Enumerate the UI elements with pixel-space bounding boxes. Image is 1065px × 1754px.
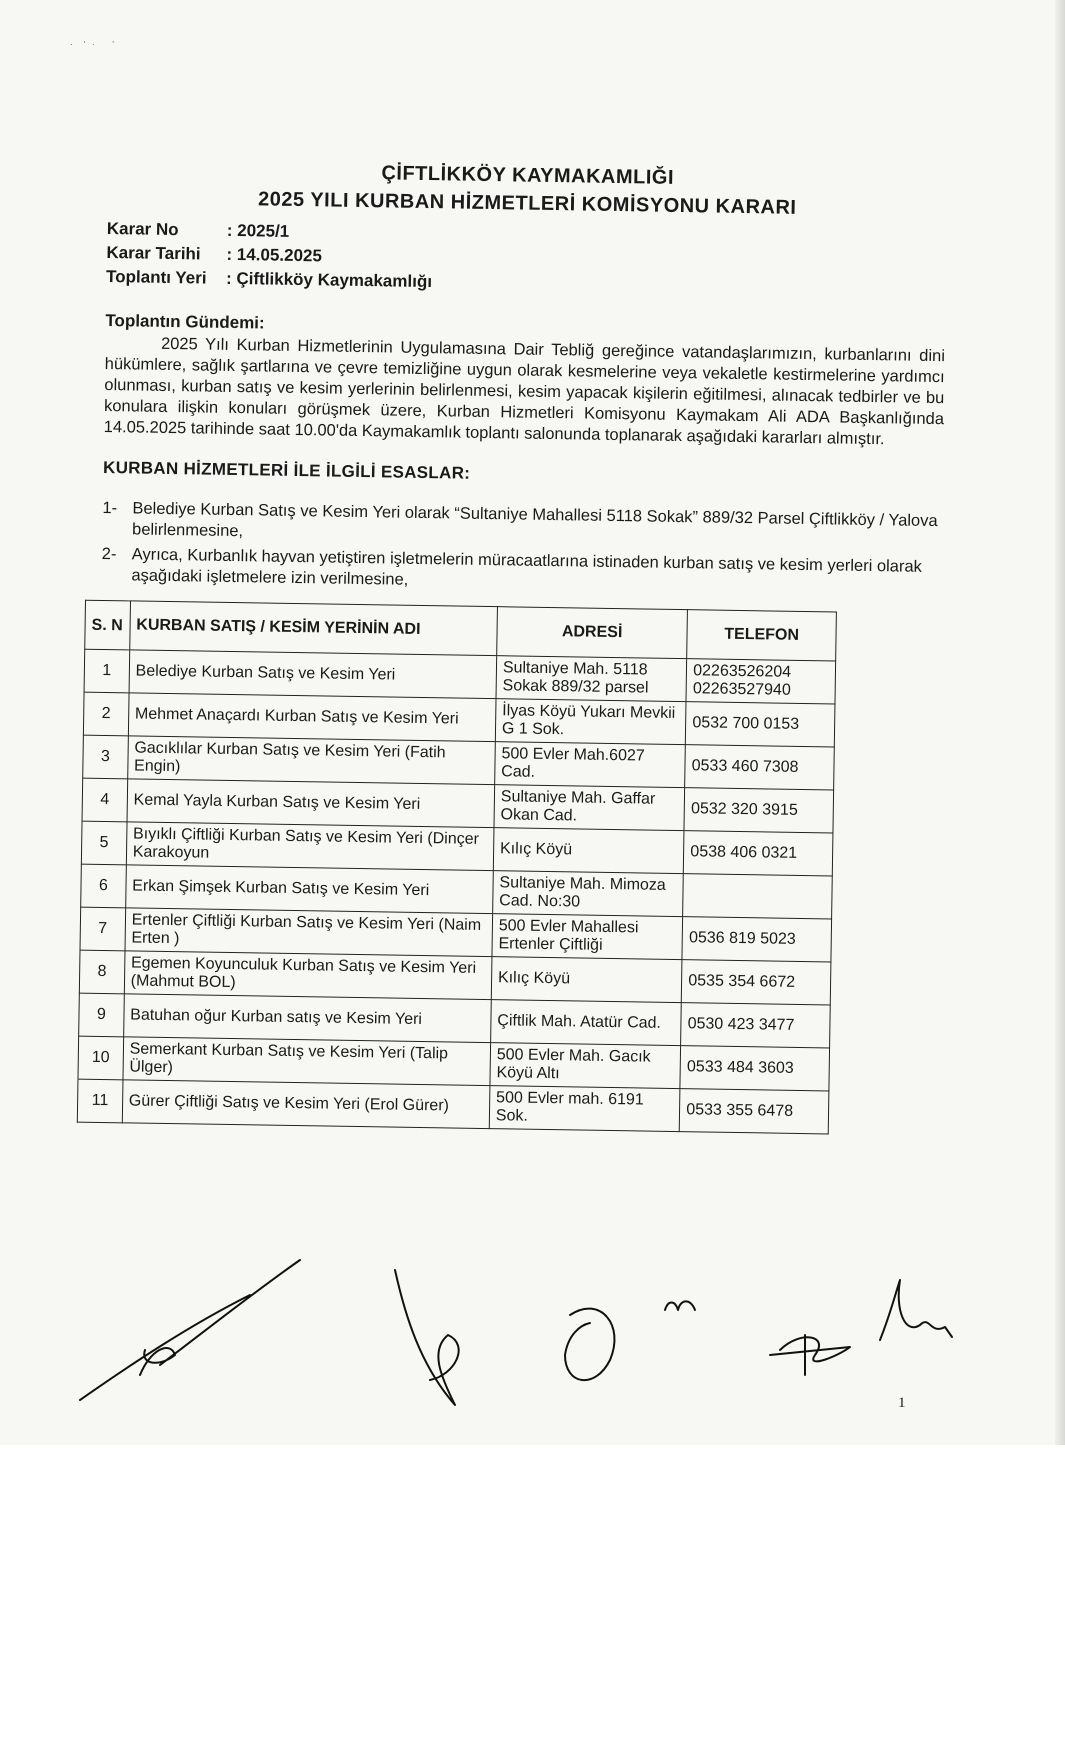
cell-address: 500 Evler Mah.6027 Cad.	[495, 742, 686, 788]
cell-phone: 0533 355 6478	[679, 1089, 828, 1134]
document-title-line1: ÇİFTLİKKÖY KAYMAKAMLIĞI	[381, 162, 675, 189]
cell-phone: 0532 320 3915	[684, 788, 833, 833]
rule-number: 1-	[102, 498, 118, 518]
document-title-line2: 2025 YILI KURBAN HİZMETLERİ KOMİSYONU KARARI	[257, 188, 797, 219]
cell-sn: 11	[77, 1079, 122, 1123]
cell-sn: 4	[82, 778, 127, 822]
cell-name: Bıyıklı Çiftliği Kurban Satış ve Kesim Yeri (Dinçer Karakoyun	[126, 822, 494, 871]
document-body	[93, 155, 948, 1136]
decision-no-label: Karar No	[106, 218, 179, 240]
meeting-place-label: Toplantı Yeri	[105, 266, 207, 288]
sales-locations-table	[77, 600, 837, 1135]
cell-sn: 10	[78, 1036, 123, 1080]
cell-address: Sultaniye Mah. Gaffar Okan Cad.	[494, 785, 685, 831]
page-number: 1	[898, 1395, 906, 1411]
cell-address: Sultaniye Mah. Mimoza Cad. No:30	[493, 871, 684, 917]
cell-address: İlyas Köyü Yukarı Mevkii G 1 Sok.	[495, 699, 686, 745]
cell-sn: 3	[83, 735, 128, 779]
signature-6	[880, 1280, 952, 1340]
cell-name: Egemen Koyunculuk Kurban Satış ve Kesim Yeri (Mahmut BOL)	[124, 951, 492, 1000]
cell-sn: 1	[84, 649, 129, 693]
cell-address: Çiftlik Mah. Atatür Cad.	[490, 1000, 681, 1046]
cell-sn: 9	[79, 993, 124, 1037]
cell-address: Sultaniye Mah. 5118 Sokak 889/32 parsel	[496, 656, 687, 702]
cell-address: 500 Evler Mahallesi Ertenler Çiftliği	[492, 914, 683, 960]
agenda-paragraph: 2025 Yılı Kurban Hizmetlerinin Uygulamasına Dair Tebliğ gereğince vatandaşlarımızın, kurbanlarını dini hükümlere, sağlık şartlarına ve çevre temizliğine uygun olarak kesmelerine veya vekaletle kestirmelerine yardımcı olunması, kurban satış ve kesim yerlerinin belirlenmesi, kesim yapacak kişilerin eğitilmesi, alınacak tedbirler ve bu konulara ilişkin konuları görüşmek üzere, Kurban Hizmetleri Komisyonu Kaymakam Ali ADA Başkanlığında 14.05.2025 tarihinde saat 10.00'da Kaymakamlık toplantı salonunda toplanarak aşağıdaki kararları almıştır.	[103, 334, 946, 449]
rule-item	[101, 544, 942, 599]
scan-specks: · ' · '	[70, 40, 114, 49]
rule-text: Belediye Kurban Satış ve Kesim Yeri olarak “Sultaniye Mahallesi 5118 Sokak” 889/32 Parsel Çiftlikköy / Yalova belirlenmesine,	[131, 499, 938, 541]
cell-phone	[683, 874, 832, 919]
agenda-heading: Toplantın Gündemi:	[105, 310, 265, 333]
cell-name: Mehmet Anaçardı Kurban Satış ve Kesim Yeri	[128, 693, 496, 742]
cell-name: Ertenler Çiftliği Kurban Satış ve Kesim Yeri (Naim Erten )	[125, 908, 493, 957]
header-address: ADRESİ	[497, 607, 688, 659]
header-sn: S. N	[85, 600, 130, 650]
signature-scribbles	[0, 1255, 1065, 1445]
cell-name: Gürer Çiftliği Satış ve Kesim Yeri (Erol Gürer)	[122, 1080, 490, 1129]
cell-name: Kemal Yayla Kurban Satış ve Kesim Yeri	[127, 779, 495, 828]
cell-sn: 7	[80, 907, 125, 951]
decision-meta	[106, 217, 947, 302]
cell-address: 500 Evler mah. 6191 Sok.	[489, 1086, 680, 1132]
cell-address: Kılıç Köyü	[491, 957, 682, 1003]
decision-date-value: : 14.05.2025	[226, 244, 323, 266]
rule-text: Ayrıca, Kurbanlık hayvan yetiştiren işletmelerin müracaatlarına istinaden kurban satış ve kesim yerleri olarak aşağıdaki işletmelere izin verilmesine,	[131, 545, 922, 589]
rule-item	[102, 498, 943, 553]
cell-phone: 0533 460 7308	[685, 745, 834, 790]
header-name: KURBAN SATIŞ / KESİM YERİNİN ADI	[129, 601, 497, 656]
header-phone: TELEFON	[687, 610, 837, 661]
cell-phone: 0532 700 0153	[686, 702, 835, 747]
signature-1	[80, 1260, 300, 1400]
cell-name: Semerkant Kurban Satış ve Kesim Yeri (Talip Ülger)	[123, 1037, 491, 1086]
cell-name: Gacıklılar Kurban Satış ve Kesim Yeri (Fatih Engin)	[127, 736, 495, 785]
cell-sn: 2	[83, 692, 128, 736]
cell-sn: 6	[81, 864, 126, 908]
rules-heading: KURBAN HİZMETLERİ İLE İLGİLİ ESASLAR:	[102, 457, 471, 483]
cell-phone: 0538 406 0321	[684, 831, 833, 876]
signatures	[0, 1255, 1065, 1445]
cell-phone: 0533 484 3603	[680, 1046, 829, 1091]
cell-phone: 02263526204 02263527940	[686, 659, 835, 704]
decision-no-value: : 2025/1	[226, 220, 290, 241]
cell-sn: 8	[79, 950, 124, 994]
signature-4	[665, 1301, 695, 1310]
signature-2	[395, 1270, 459, 1405]
cell-phone: 0536 819 5023	[682, 917, 831, 962]
cell-phone: 0535 354 6672	[681, 960, 830, 1005]
decision-date-label: Karar Tarihi	[106, 242, 201, 264]
cell-name: Batuhan oğur Kurban satış ve Kesim Yeri	[123, 994, 491, 1043]
cell-phone: 0530 423 3477	[681, 1003, 830, 1048]
cell-address: 500 Evler Mah. Gacık Köyü Altı	[490, 1043, 681, 1089]
cell-name: Erkan Şimşek Kurban Satış ve Kesim Yeri	[125, 865, 493, 914]
cell-address: Kılıç Köyü	[493, 828, 684, 874]
rules-list	[101, 498, 942, 599]
cell-sn: 5	[81, 821, 126, 865]
meeting-place-value: : Çiftlikköy Kaymakamlığı	[225, 268, 433, 292]
cell-name: Belediye Kurban Satış ve Kesim Yeri	[129, 650, 497, 699]
rule-number: 2-	[101, 544, 117, 564]
scan-edge	[1055, 0, 1065, 1445]
signature-5	[770, 1335, 850, 1375]
signature-3	[565, 1309, 614, 1381]
